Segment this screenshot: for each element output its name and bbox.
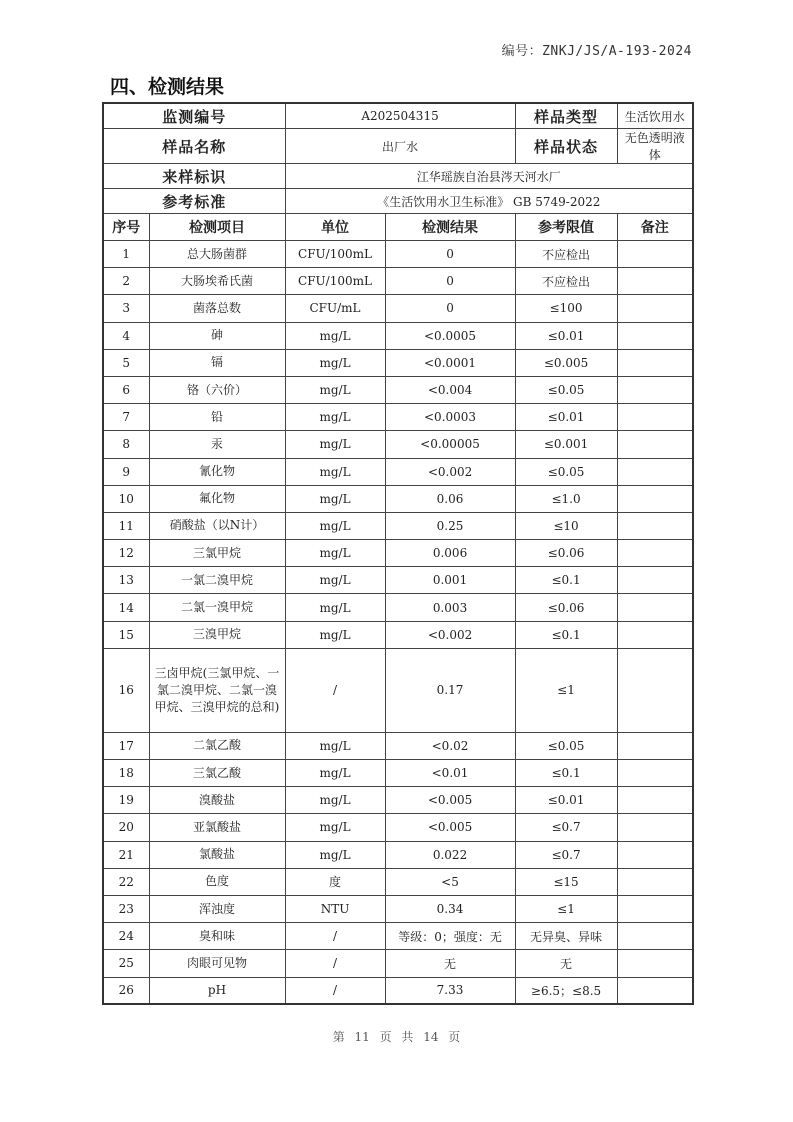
cell-result: <0.004	[385, 376, 515, 403]
cell-unit: /	[285, 977, 385, 1004]
cell-remark	[617, 950, 693, 977]
table-row	[103, 923, 693, 950]
cell-seq: 4	[103, 322, 149, 349]
cell-result: <0.02	[385, 732, 515, 759]
cell-remark	[617, 868, 693, 895]
cell-item: 二氯乙酸	[149, 732, 285, 759]
cell-seq: 25	[103, 950, 149, 977]
cell-item: 镉	[149, 349, 285, 376]
results-table	[102, 102, 694, 1005]
cell-limit: ≥6.5；≤8.5	[515, 977, 617, 1004]
cell-limit: ≤0.06	[515, 594, 617, 621]
cell-item: 总大肠菌群	[149, 241, 285, 268]
cell-remark	[617, 567, 693, 594]
cell-result: <0.0001	[385, 349, 515, 376]
cell-remark	[617, 732, 693, 759]
cell-unit: /	[285, 648, 385, 732]
cell-seq: 6	[103, 376, 149, 403]
table-row	[103, 295, 693, 322]
cell-seq: 5	[103, 349, 149, 376]
page-footer: 第 11 页 共 14 页	[332, 1030, 461, 1044]
cell-remark	[617, 895, 693, 922]
cell-limit: ≤0.05	[515, 732, 617, 759]
cell-remark	[617, 404, 693, 431]
table-row	[103, 512, 693, 539]
cell-item: 三卤甲烷(三氯甲烷、一氯二溴甲烷、二氯一溴甲烷、三溴甲烷的总和)	[149, 648, 285, 732]
cell-result: <0.00005	[385, 431, 515, 458]
cell-seq: 24	[103, 923, 149, 950]
cell-remark	[617, 512, 693, 539]
cell-unit: mg/L	[285, 841, 385, 868]
cell-unit: mg/L	[285, 376, 385, 403]
cell-seq: 12	[103, 540, 149, 567]
cell-remark	[617, 760, 693, 787]
source-label: 来样标识	[103, 164, 285, 189]
table-row	[103, 621, 693, 648]
cell-item: 亚氯酸盐	[149, 814, 285, 841]
cell-seq: 18	[103, 760, 149, 787]
cell-seq: 3	[103, 295, 149, 322]
result-rows	[103, 241, 693, 1005]
cell-unit: mg/L	[285, 732, 385, 759]
cell-seq: 22	[103, 868, 149, 895]
cell-limit: ≤0.01	[515, 322, 617, 349]
cell-result: <0.0003	[385, 404, 515, 431]
cell-limit: ≤1	[515, 648, 617, 732]
cell-unit: NTU	[285, 895, 385, 922]
cell-limit: ≤0.001	[515, 431, 617, 458]
table-row	[103, 895, 693, 922]
cell-result: <0.002	[385, 458, 515, 485]
col-unit: 单位	[285, 214, 385, 241]
cell-unit: mg/L	[285, 512, 385, 539]
cell-item: 氰化物	[149, 458, 285, 485]
cell-item: 大肠埃希氏菌	[149, 268, 285, 295]
cell-result: 无	[385, 950, 515, 977]
cell-remark	[617, 295, 693, 322]
standard-label: 参考标准	[103, 189, 285, 214]
cell-item: 色度	[149, 868, 285, 895]
cell-item: 二氯一溴甲烷	[149, 594, 285, 621]
cell-unit: CFU/mL	[285, 295, 385, 322]
table-row	[103, 787, 693, 814]
table-row	[103, 241, 693, 268]
cell-result: 0	[385, 241, 515, 268]
cell-remark	[617, 594, 693, 621]
document-number: 编号：ZNKJ/JS/A-193-2024	[501, 44, 692, 59]
cell-limit: ≤0.005	[515, 349, 617, 376]
standard-value: 《生活饮用水卫生标准》 GB 5749-2022	[285, 189, 693, 214]
table-row	[103, 648, 693, 732]
cell-unit: mg/L	[285, 458, 385, 485]
table-row	[103, 868, 693, 895]
col-item: 检测项目	[149, 214, 285, 241]
cell-limit: ≤0.01	[515, 787, 617, 814]
cell-item: 铬（六价）	[149, 376, 285, 403]
cell-unit: mg/L	[285, 567, 385, 594]
cell-result: <0.0005	[385, 322, 515, 349]
cell-item: 溴酸盐	[149, 787, 285, 814]
cell-unit: mg/L	[285, 594, 385, 621]
cell-remark	[617, 349, 693, 376]
cell-result: 0.022	[385, 841, 515, 868]
cell-item: 汞	[149, 431, 285, 458]
cell-remark	[617, 787, 693, 814]
table-row	[103, 594, 693, 621]
cell-item: 肉眼可见物	[149, 950, 285, 977]
cell-limit: ≤1.0	[515, 485, 617, 512]
cell-limit: ≤0.05	[515, 376, 617, 403]
cell-remark	[617, 814, 693, 841]
cell-remark	[617, 458, 693, 485]
cell-result: <0.01	[385, 760, 515, 787]
cell-item: 浑浊度	[149, 895, 285, 922]
cell-result: <0.005	[385, 787, 515, 814]
table-row	[103, 458, 693, 485]
cell-remark	[617, 241, 693, 268]
table-row	[103, 814, 693, 841]
cell-seq: 14	[103, 594, 149, 621]
cell-result: 0.17	[385, 648, 515, 732]
cell-item: 氯酸盐	[149, 841, 285, 868]
cell-limit: ≤0.1	[515, 760, 617, 787]
cell-item: pH	[149, 977, 285, 1004]
cell-result: 0.003	[385, 594, 515, 621]
cell-seq: 23	[103, 895, 149, 922]
table-row	[103, 760, 693, 787]
cell-item: 一氯二溴甲烷	[149, 567, 285, 594]
cell-unit: mg/L	[285, 322, 385, 349]
cell-result: 等级：0；强度：无	[385, 923, 515, 950]
cell-limit: ≤0.05	[515, 458, 617, 485]
cell-result: <5	[385, 868, 515, 895]
cell-seq: 10	[103, 485, 149, 512]
cell-seq: 11	[103, 512, 149, 539]
col-seq: 序号	[103, 214, 149, 241]
cell-limit: ≤1	[515, 895, 617, 922]
cell-item: 砷	[149, 322, 285, 349]
cell-unit: 度	[285, 868, 385, 895]
cell-remark	[617, 540, 693, 567]
cell-seq: 20	[103, 814, 149, 841]
cell-unit: mg/L	[285, 540, 385, 567]
cell-unit: mg/L	[285, 621, 385, 648]
cell-unit: mg/L	[285, 787, 385, 814]
cell-remark	[617, 431, 693, 458]
cell-seq: 17	[103, 732, 149, 759]
cell-limit: ≤0.7	[515, 841, 617, 868]
cell-limit: ≤0.1	[515, 621, 617, 648]
cell-item: 菌落总数	[149, 295, 285, 322]
cell-seq: 21	[103, 841, 149, 868]
cell-result: 0.25	[385, 512, 515, 539]
cell-seq: 7	[103, 404, 149, 431]
monitor-no-label: 监测编号	[103, 103, 285, 129]
sample-info	[103, 103, 693, 214]
cell-limit: ≤0.7	[515, 814, 617, 841]
cell-limit: ≤0.06	[515, 540, 617, 567]
table-row	[103, 322, 693, 349]
cell-item: 硝酸盐（以N计）	[149, 512, 285, 539]
col-limit: 参考限值	[515, 214, 617, 241]
cell-unit: mg/L	[285, 431, 385, 458]
cell-result: <0.005	[385, 814, 515, 841]
sample-name-value: 出厂水	[285, 129, 515, 164]
table-row	[103, 485, 693, 512]
cell-result: 0.06	[385, 485, 515, 512]
cell-remark	[617, 322, 693, 349]
cell-seq: 26	[103, 977, 149, 1004]
table-row	[103, 732, 693, 759]
col-remark: 备注	[617, 214, 693, 241]
cell-remark	[617, 621, 693, 648]
table-row	[103, 431, 693, 458]
source-value: 江华瑶族自治县涔天河水厂	[285, 164, 693, 189]
cell-result: 0.34	[385, 895, 515, 922]
cell-seq: 1	[103, 241, 149, 268]
cell-seq: 19	[103, 787, 149, 814]
cell-remark	[617, 923, 693, 950]
table-row	[103, 841, 693, 868]
cell-limit: 不应检出	[515, 241, 617, 268]
table-row	[103, 540, 693, 567]
cell-seq: 9	[103, 458, 149, 485]
cell-limit: ≤100	[515, 295, 617, 322]
sample-state-label: 样品状态	[515, 129, 617, 164]
monitor-no-value: A202504315	[285, 103, 515, 129]
cell-remark	[617, 977, 693, 1004]
cell-unit: mg/L	[285, 404, 385, 431]
cell-limit: 不应检出	[515, 268, 617, 295]
cell-result: 0.001	[385, 567, 515, 594]
cell-item: 氟化物	[149, 485, 285, 512]
sample-type-value: 生活饮用水	[617, 103, 693, 129]
table-row	[103, 567, 693, 594]
table-row	[103, 404, 693, 431]
cell-remark	[617, 485, 693, 512]
col-result: 检测结果	[385, 214, 515, 241]
column-header	[103, 214, 693, 241]
cell-remark	[617, 648, 693, 732]
cell-limit: ≤15	[515, 868, 617, 895]
cell-result: <0.002	[385, 621, 515, 648]
cell-seq: 2	[103, 268, 149, 295]
cell-unit: CFU/100mL	[285, 241, 385, 268]
table-row	[103, 977, 693, 1004]
cell-unit: /	[285, 923, 385, 950]
table-row	[103, 950, 693, 977]
section-title: 四、检测结果	[110, 76, 225, 98]
cell-seq: 16	[103, 648, 149, 732]
sample-name-label: 样品名称	[103, 129, 285, 164]
table-row	[103, 268, 693, 295]
cell-result: 7.33	[385, 977, 515, 1004]
sample-state-value: 无色透明液体	[617, 129, 693, 164]
cell-unit: mg/L	[285, 760, 385, 787]
cell-remark	[617, 376, 693, 403]
cell-result: 0	[385, 268, 515, 295]
table-row	[103, 349, 693, 376]
cell-item: 三氯乙酸	[149, 760, 285, 787]
cell-unit: /	[285, 950, 385, 977]
cell-unit: mg/L	[285, 485, 385, 512]
cell-limit: 无	[515, 950, 617, 977]
cell-seq: 13	[103, 567, 149, 594]
cell-item: 臭和味	[149, 923, 285, 950]
cell-limit: ≤10	[515, 512, 617, 539]
cell-result: 0.006	[385, 540, 515, 567]
cell-unit: mg/L	[285, 814, 385, 841]
cell-result: 0	[385, 295, 515, 322]
cell-seq: 8	[103, 431, 149, 458]
cell-seq: 15	[103, 621, 149, 648]
cell-limit: ≤0.1	[515, 567, 617, 594]
cell-remark	[617, 268, 693, 295]
cell-item: 铅	[149, 404, 285, 431]
cell-unit: CFU/100mL	[285, 268, 385, 295]
table-row	[103, 376, 693, 403]
cell-limit: 无异臭、异味	[515, 923, 617, 950]
cell-unit: mg/L	[285, 349, 385, 376]
cell-limit: ≤0.01	[515, 404, 617, 431]
cell-item: 三溴甲烷	[149, 621, 285, 648]
cell-remark	[617, 841, 693, 868]
sample-type-label: 样品类型	[515, 103, 617, 129]
cell-item: 三氯甲烷	[149, 540, 285, 567]
